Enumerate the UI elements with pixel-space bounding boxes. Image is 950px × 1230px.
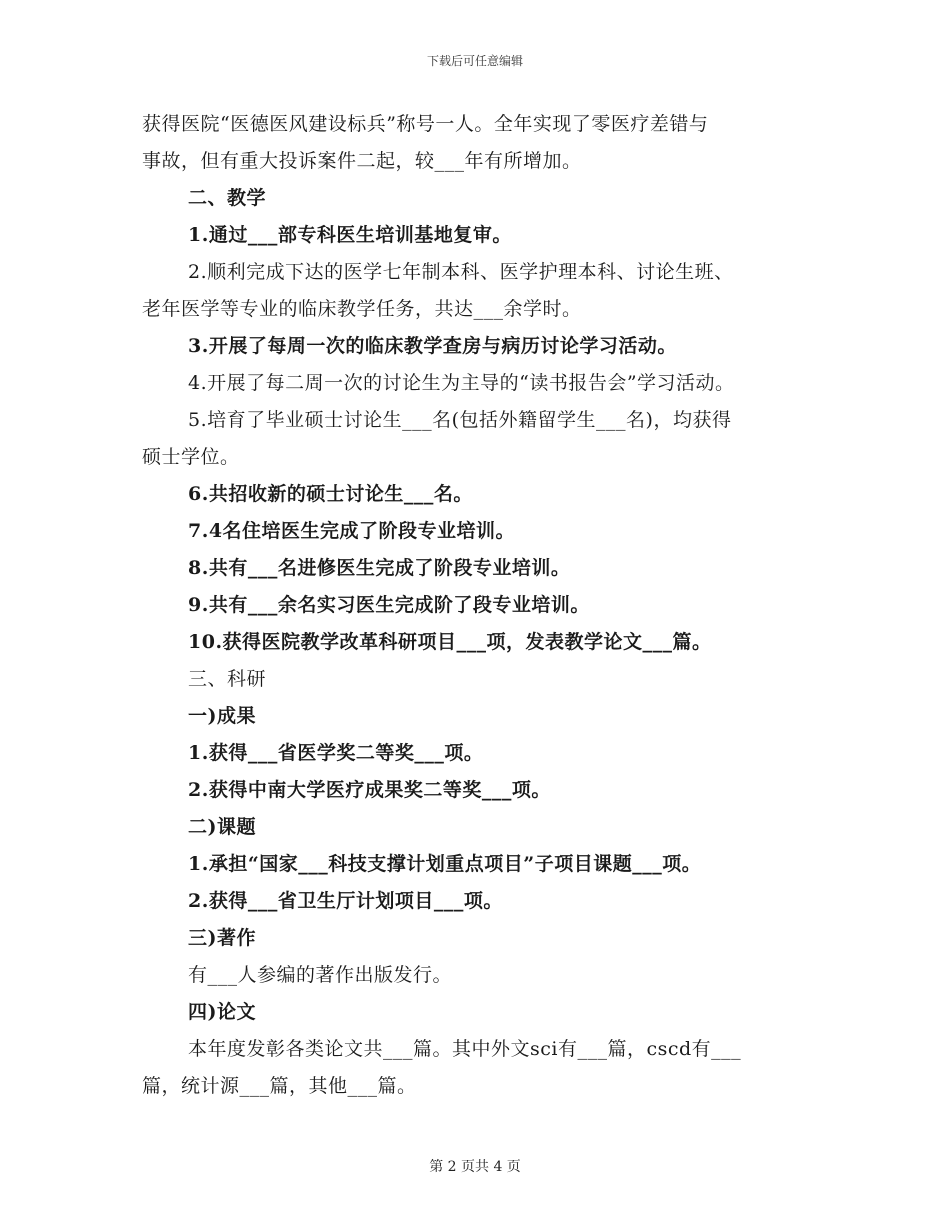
text-line: 二)课题 xyxy=(188,816,256,838)
text-line: 8.共有___名进修医生完成了阶段专业培训。 xyxy=(188,557,571,579)
text-line: 获得医院“医德医风建设标兵”称号一人。全年实现了零医疗差错与 xyxy=(142,113,709,135)
text-line: 老年医学等专业的临床教学任务，共达___余学时。 xyxy=(142,298,582,320)
page-footer: 第 2 页共 4 页 xyxy=(429,1159,521,1175)
text-line: 事故，但有重大投诉案件二起，较___年有所增加。 xyxy=(142,150,582,172)
text-line: 2.顺利完成下达的医学七年制本科、医学护理本科、讨论生班、 xyxy=(188,261,734,283)
text-line: 四)论文 xyxy=(188,1001,256,1023)
text-line: 二、教学 xyxy=(188,187,267,209)
text-line: 6.共招收新的硕士讨论生___名。 xyxy=(188,483,473,505)
text-line: 2.获得___省卫生厅计划项目___项。 xyxy=(188,890,503,912)
text-line: 7.4名住培医生完成了阶段专业培训。 xyxy=(188,520,516,542)
text-line: 9.共有___余名实习医生完成阶了段专业培训。 xyxy=(188,594,590,616)
text-line: 1.获得___省医学奖二等奖___项。 xyxy=(188,742,484,764)
document-body xyxy=(142,106,822,1105)
text-line: 4.开展了每二周一次的讨论生为主导的“读书报告会”学习活动。 xyxy=(188,372,735,394)
text-line: 1.通过___部专科医生培训基地复审。 xyxy=(188,224,512,246)
text-line: 5.培育了毕业硕士讨论生___名(包括外籍留学生___名)，均获得 xyxy=(188,409,732,431)
page-header: 下载后可任意编辑 xyxy=(426,54,523,68)
text-line: 2.获得中南大学医疗成果奖二等奖___项。 xyxy=(188,779,551,801)
text-line: 本年度发彰各类论文共___篇。其中外文sci有___篇，cscd有___ xyxy=(188,1038,742,1060)
text-line: 1.承担“国家___科技支撑计划重点项目”子项目课题___项。 xyxy=(188,853,702,875)
text-line: 一)成果 xyxy=(188,705,256,727)
text-line: 3.开展了每周一次的临床教学查房与病历讨论学习活动。 xyxy=(188,335,677,357)
text-line: 10.获得医院教学改革科研项目___项，发表教学论文___篇。 xyxy=(188,631,712,653)
text-line: 硕士学位。 xyxy=(142,446,240,468)
text-line: 三、科研 xyxy=(188,668,267,690)
text-line: 有___人参编的著作出版发行。 xyxy=(188,964,453,986)
text-line: 篇，统计源___篇，其他___篇。 xyxy=(142,1075,417,1097)
text-line: 三)著作 xyxy=(188,927,256,949)
